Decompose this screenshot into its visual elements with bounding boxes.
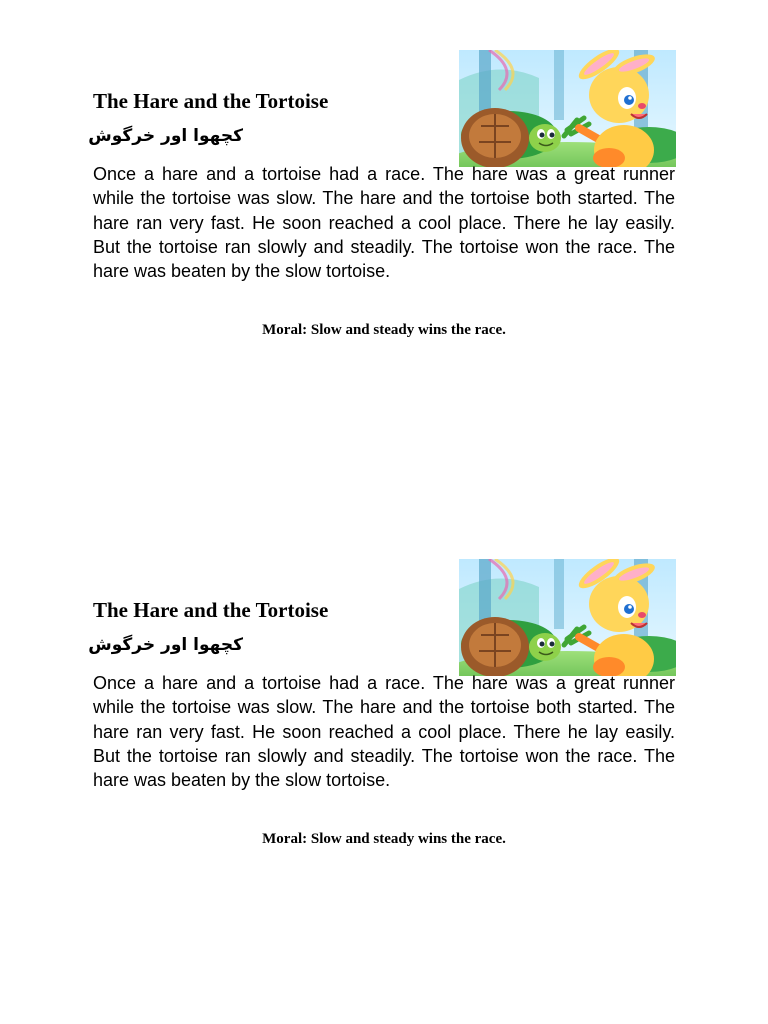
story-body: Once a hare and a tortoise had a race. The hare was a great runner while the tortoise was slow. The hare and the tortoise both started. The hare ran very fast. He soon reached a cool place. There he lay easily. But the tortoise ran slowly and steadily. The tortoise won the race. The hare was beaten by the slow tortoise. (93, 673, 675, 791)
hare-and-tortoise-illustration (459, 50, 676, 167)
story-title: The Hare and the Tortoise (93, 89, 329, 113)
hare-and-tortoise-illustration (459, 559, 676, 676)
story-moral: Moral: Slow and steady wins the race. (262, 322, 506, 338)
story-moral: Moral: Slow and steady wins the race. (262, 831, 506, 847)
story-body: Once a hare and a tortoise had a race. The hare was a great runner while the tortoise was slow. The hare and the tortoise both started. The hare ran very fast. He soon reached a cool place. There he lay easily. But the tortoise ran slowly and steadily. The tortoise won the race. The hare was beaten by the slow tortoise. (93, 164, 675, 282)
story-card-1 (88, 50, 675, 350)
urdu-title: کچھوا اور خرگوش (88, 126, 243, 146)
urdu-title: کچھوا اور خرگوش (88, 635, 243, 655)
story-title: The Hare and the Tortoise (93, 598, 329, 622)
story-card-2 (88, 559, 675, 859)
